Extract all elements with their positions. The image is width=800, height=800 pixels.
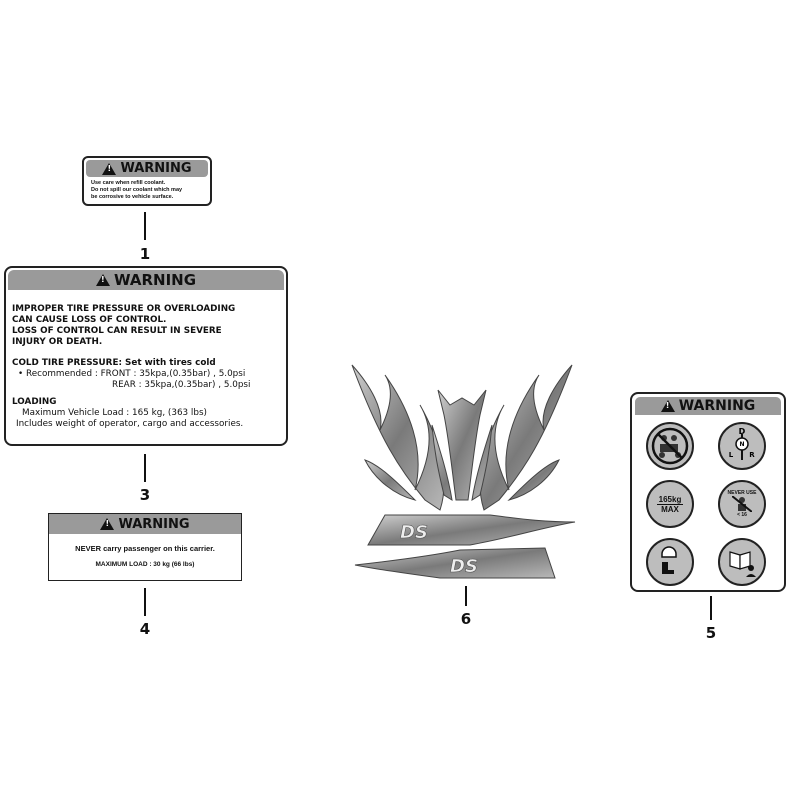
leader-line [144, 454, 146, 482]
label-line: CAN CAUSE LOSS OF CONTROL. [12, 315, 167, 325]
max-load-caption: MAX [661, 504, 679, 514]
callout-number: 5 [705, 624, 717, 642]
leader-line [710, 596, 712, 620]
stripe-logo-lower: DS [450, 556, 478, 577]
label-body [84, 179, 210, 202]
label-line: • Recommended : FRONT : 35kpa,(0.35bar) , 5.0psi [18, 369, 246, 379]
callout-number: 3 [139, 486, 151, 504]
never-use-text: NEVER USE [727, 490, 757, 496]
tire-pressure-warning-label [4, 266, 288, 446]
coolant-warning-label [82, 156, 212, 206]
gear-r-text: R [749, 451, 755, 459]
warning-triangle-icon [102, 163, 116, 175]
age-limit-text: < 16 [737, 512, 747, 518]
no-under-16-icon [718, 480, 766, 528]
label-line: Do not spill our coolant which may [91, 187, 183, 193]
callout-number: 1 [139, 245, 151, 263]
label-header: ! WARNING [8, 270, 284, 290]
label-line: MAXIMUM LOAD : 30 kg (66 lbs) [95, 561, 195, 568]
gear-shift-icon [718, 422, 766, 470]
leader-line [465, 586, 467, 606]
gear-d-text: D [738, 427, 746, 436]
label-line: COLD TIRE PRESSURE: Set with tires cold [12, 358, 216, 368]
label-line: NEVER carry passenger on this carrier. [75, 544, 215, 553]
gear-l-text: L [728, 451, 734, 459]
label-body [6, 290, 286, 430]
callout-number: 4 [139, 620, 151, 638]
label-line: Use care when refill coolant. [91, 180, 166, 186]
leader-line [144, 588, 146, 616]
label-line: INJURY OR DEATH. [12, 337, 103, 347]
label-line: LOSS OF CONTROL CAN RESULT IN SEVERE [12, 326, 222, 336]
warning-triangle-icon [661, 400, 675, 412]
carrier-warning-label [48, 513, 242, 581]
label-line: Includes weight of operator, cargo and accessories. [16, 419, 244, 429]
max-load-value: 165kg [658, 494, 682, 504]
label-header: ! WARNING [635, 397, 781, 415]
gear-n-text: N [739, 441, 745, 448]
warning-triangle-icon [100, 518, 114, 530]
helmet-boot-icon [646, 538, 694, 586]
body-decal-graphics [340, 350, 590, 590]
max-load-icon [646, 480, 694, 528]
label-line: IMPROPER TIRE PRESSURE OR OVERLOADING [12, 304, 236, 314]
label-header: ! WARNING [86, 160, 208, 177]
leader-line [144, 212, 146, 240]
warning-triangle-icon [96, 274, 110, 286]
no-passenger-icon [646, 422, 694, 470]
callout-number: 6 [460, 610, 472, 628]
label-header: ! WARNING [49, 514, 241, 534]
read-manual-icon [718, 538, 766, 586]
label-line: Maximum Vehicle Load : 165 kg, (363 lbs) [22, 408, 207, 418]
label-line: be corrosive to vehicle surface. [91, 194, 174, 200]
label-line: REAR : 35kpa,(0.35bar) , 5.0psi [112, 380, 251, 390]
stripe-logo-upper: DS [400, 522, 428, 543]
label-line: LOADING [12, 397, 57, 407]
